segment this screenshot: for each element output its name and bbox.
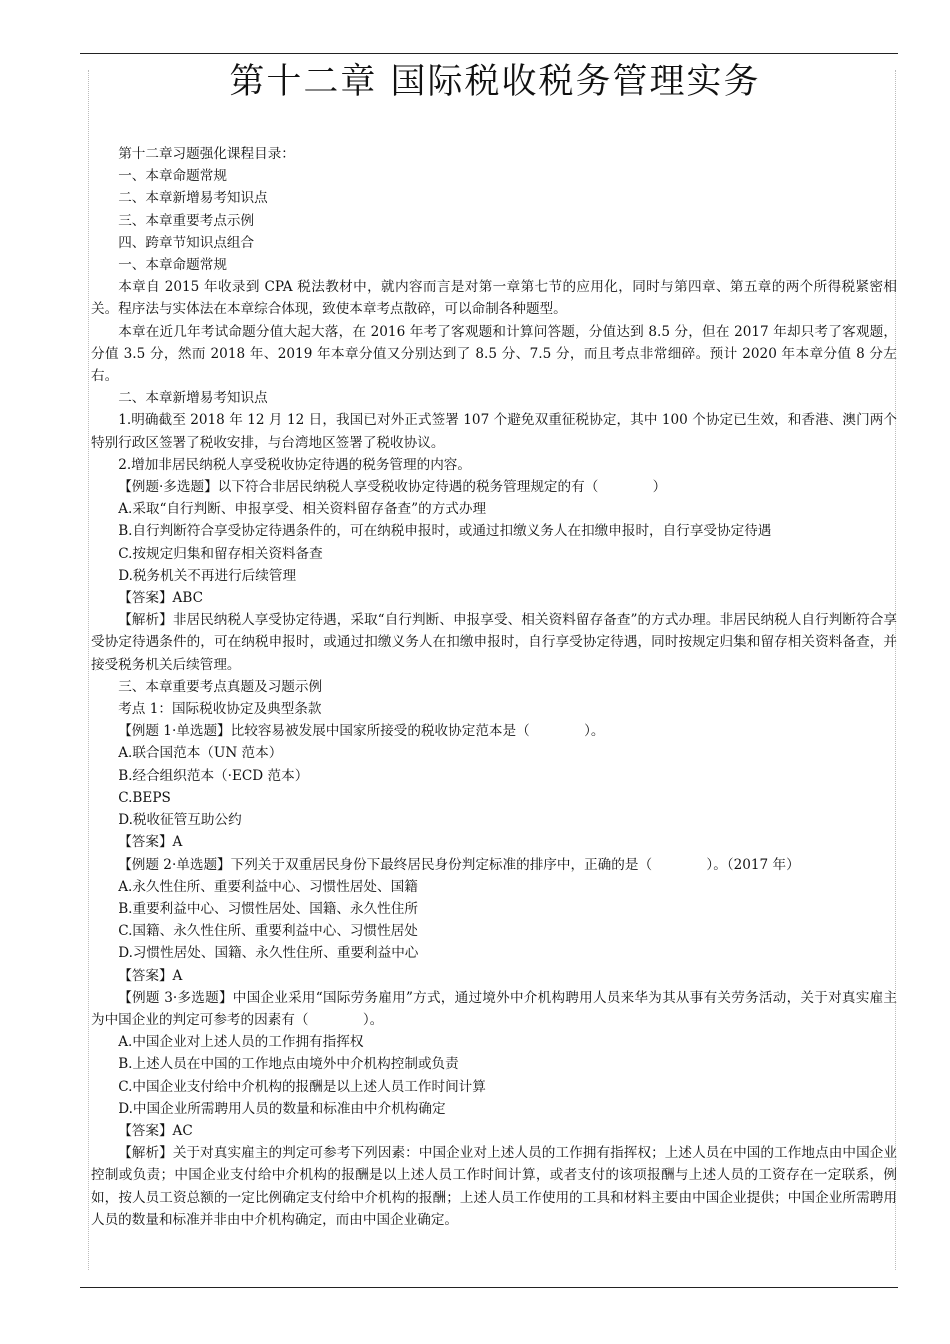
- paragraph: 【答案】A: [118, 834, 183, 851]
- paragraph: 1.明确截至 2018 年 12 月 12 日，我国已对外正式签署 107 个避免双重征税协定，其中 100 个协定已生效，和香港、澳门两个特别行政区签署了税收安排，与台湾地区签署了税收协议。: [91, 412, 897, 451]
- paragraph: 【例题 3·多选题】中国企业采用“国际劳务雇用”方式，通过境外中介机构聘用人员来华为其从事有关劳务活动，关于对真实雇主为中国企业的判定可参考的因素有（ ）。: [91, 989, 897, 1028]
- paragraph: 考点 1：国际税收协定及典型条款: [118, 701, 322, 718]
- left-margin-guide: [88, 70, 89, 1270]
- paragraph: 【例题 1·单选题】比较容易被发展中国家所接受的税收协定范本是（ ）。: [118, 723, 605, 740]
- paragraph: 【答案】A: [118, 967, 183, 984]
- paragraph: 三、本章重要考点示例: [118, 212, 255, 229]
- paragraph: A.中国企业对上述人员的工作拥有指挥权: [118, 1034, 364, 1051]
- paragraph: D.习惯性居处、国籍、永久性住所、重要利益中心: [118, 945, 419, 962]
- document-body: [91, 143, 897, 1231]
- paragraph: A.永久性住所、重要利益中心、习惯性居处、国籍: [118, 878, 418, 895]
- paragraph: D.税务机关不再进行后续管理: [118, 567, 297, 584]
- paragraph: 【解析】关于对真实雇主的判定可参考下列因素：中国企业对上述人员的工作拥有指挥权；上述人员在中国的工作地点由中国企业控制或负责；中国企业支付给中介机构的报酬是以上述人员工作时间计算，或者支付的该项报酬与上述人员的工资存在一定联系，例如，按人员工资总额的一定比例确定支付给中介机构的报酬；上述人员工作使用的工具和材料主要由中国企业提供；中国企业所需聘用人员的数量和标准并非由中介机构确定，而由中国企业确定。: [91, 1145, 897, 1228]
- paragraph: 一、本章命题常规: [118, 257, 227, 274]
- paragraph: 四、跨章节知识点组合: [118, 234, 255, 251]
- paragraph: B.经合组织范本（·ECD 范本）: [118, 767, 309, 784]
- paragraph: 【例题 2·单选题】下列关于双重居民身份下最终居民身份判定标准的排序中，正确的是（ ）。（2017 年）: [118, 856, 800, 873]
- paragraph: D.中国企业所需聘用人员的数量和标准由中介机构确定: [118, 1100, 446, 1117]
- paragraph: C.BEPS: [118, 789, 171, 806]
- paragraph: B.重要利益中心、习惯性居处、国籍、永久性住所: [118, 900, 418, 917]
- paragraph: C.中国企业支付给中介机构的报酬是以上述人员工作时间计算: [118, 1078, 486, 1095]
- paragraph: B.上述人员在中国的工作地点由境外中介机构控制或负责: [118, 1056, 459, 1073]
- paragraph: 三、本章重要考点真题及习题示例: [118, 678, 323, 695]
- paragraph: D.税收征管互助公约: [118, 812, 242, 829]
- paragraph: 二、本章新增易考知识点: [118, 190, 268, 207]
- paragraph: 一、本章命题常规: [118, 168, 227, 185]
- paragraph: 【答案】ABC: [118, 590, 204, 607]
- paragraph: A.采取“自行判断、申报享受、相关资料留存备查”的方式办理: [118, 501, 487, 518]
- paragraph: 【答案】AC: [118, 1122, 193, 1139]
- paragraph: 【解析】非居民纳税人享受协定待遇，采取“自行判断、申报享受、相关资料留存备查”的方式办理。非居民纳税人自行判断符合享受协定待遇条件的，可在纳税申报时，或通过扣缴义务人在扣缴申报时，自行享受协定待遇，同时按规定归集和留存相关资料备查，并接受税务机关后续管理。: [91, 612, 897, 673]
- chapter-title: 第十二章 国际税收税务管理实务: [229, 62, 761, 102]
- paragraph: 2.增加非居民纳税人享受税收协定待遇的税务管理的内容。: [118, 456, 471, 473]
- paragraph: C.按规定归集和留存相关资料备查: [118, 545, 323, 562]
- paragraph: 本章自 2015 年收录到 CPA 税法教材中，就内容而言是对第一章第七节的应用化，同时与第四章、第五章的两个所得税紧密相关。程序法与实体法在本章综合体现，致使本章考点散碎，可以命制各种题型。: [91, 279, 897, 318]
- footer-rule: [80, 1287, 898, 1288]
- paragraph: B.自行判断符合享受协定待遇条件的，可在纳税申报时，或通过扣缴义务人在扣缴申报时，自行享受协定待遇: [118, 523, 772, 540]
- paragraph: 【例题·多选题】以下符合非居民纳税人享受税收协定待遇的税务管理规定的有（ ）: [118, 479, 667, 496]
- paragraph: 二、本章新增易考知识点: [118, 390, 268, 407]
- paragraph: C.国籍、永久性住所、重要利益中心、习惯性居处: [118, 923, 418, 940]
- paragraph: 本章在近几年考试命题分值大起大落，在 2016 年考了客观题和计算问答题，分值达到 8.5 分，但在 2017 年却只考了客观题，分值 3.5 分，然而 2018 年、2019 年本章分值又分别达到了 8.5 分、7.5 分，而且考点非常细碎。预计 2020 年本章分值 8 分左右。: [91, 323, 897, 385]
- paragraph: 第十二章习题强化课程目录：: [118, 146, 295, 162]
- paragraph: A.联合国范本（UN 范本）: [118, 745, 283, 762]
